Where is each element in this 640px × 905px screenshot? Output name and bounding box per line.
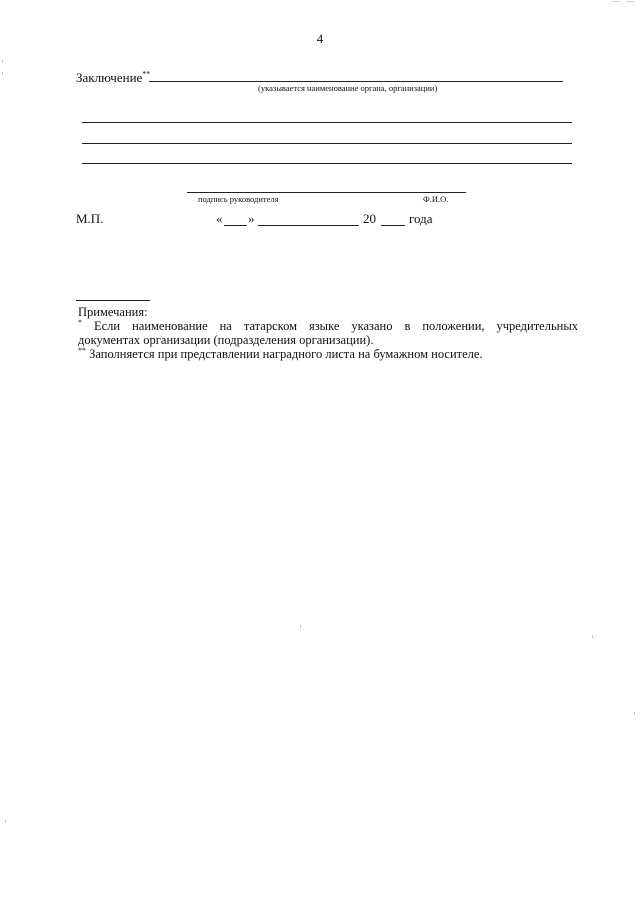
notes-block [78,305,578,361]
scan-mark [612,1,620,2]
scan-mark [2,72,3,75]
date-day-blank[interactable] [224,225,247,226]
footnote-separator [76,300,150,301]
notes-title: Примечания: [78,305,148,319]
stamp-label: М.П. [76,211,104,226]
note-2-text: Заполняется при представлении наградного листа на бумажном носителе. [89,347,483,361]
scan-mark [592,635,593,638]
fio-caption: Ф.И.О. [423,194,449,204]
conclusion-text-line-1[interactable] [82,122,572,123]
note-1-line-1-text: Если наименование на татарском языке указано в положении, учредительных [94,319,579,333]
scan-mark [300,625,301,628]
conclusion-marker: ** [142,69,151,79]
scan-mark [626,1,634,2]
conclusion-text-line-3[interactable] [82,163,572,164]
conclusion-blank-line[interactable] [149,81,563,82]
scan-mark [5,820,6,823]
date-month-blank[interactable] [258,225,359,226]
page-number: 4 [316,31,324,46]
note-2-marker: ** [78,345,86,355]
conclusion-label [76,70,150,85]
date-year-blank[interactable] [381,225,405,226]
note-1-line-1 [78,319,578,333]
note-1-marker: * [78,317,82,327]
date-quote-close: » [248,211,255,226]
conclusion-text-line-2[interactable] [82,143,572,144]
date-quote-open: « [216,211,223,226]
signature-caption: подпись руководителя [198,194,279,204]
conclusion-hint: (указывается наименование органа, организации) [258,83,438,93]
signature-line[interactable] [187,192,466,193]
date-year-suffix: года [409,211,433,226]
note-1-line-2: документах организации (подразделения организации). [78,333,374,347]
date-year-prefix: 20 [363,211,376,226]
scan-mark [2,60,3,63]
note-2 [78,347,578,361]
scan-mark [634,712,635,715]
conclusion-label-text: Заключение [76,70,143,85]
